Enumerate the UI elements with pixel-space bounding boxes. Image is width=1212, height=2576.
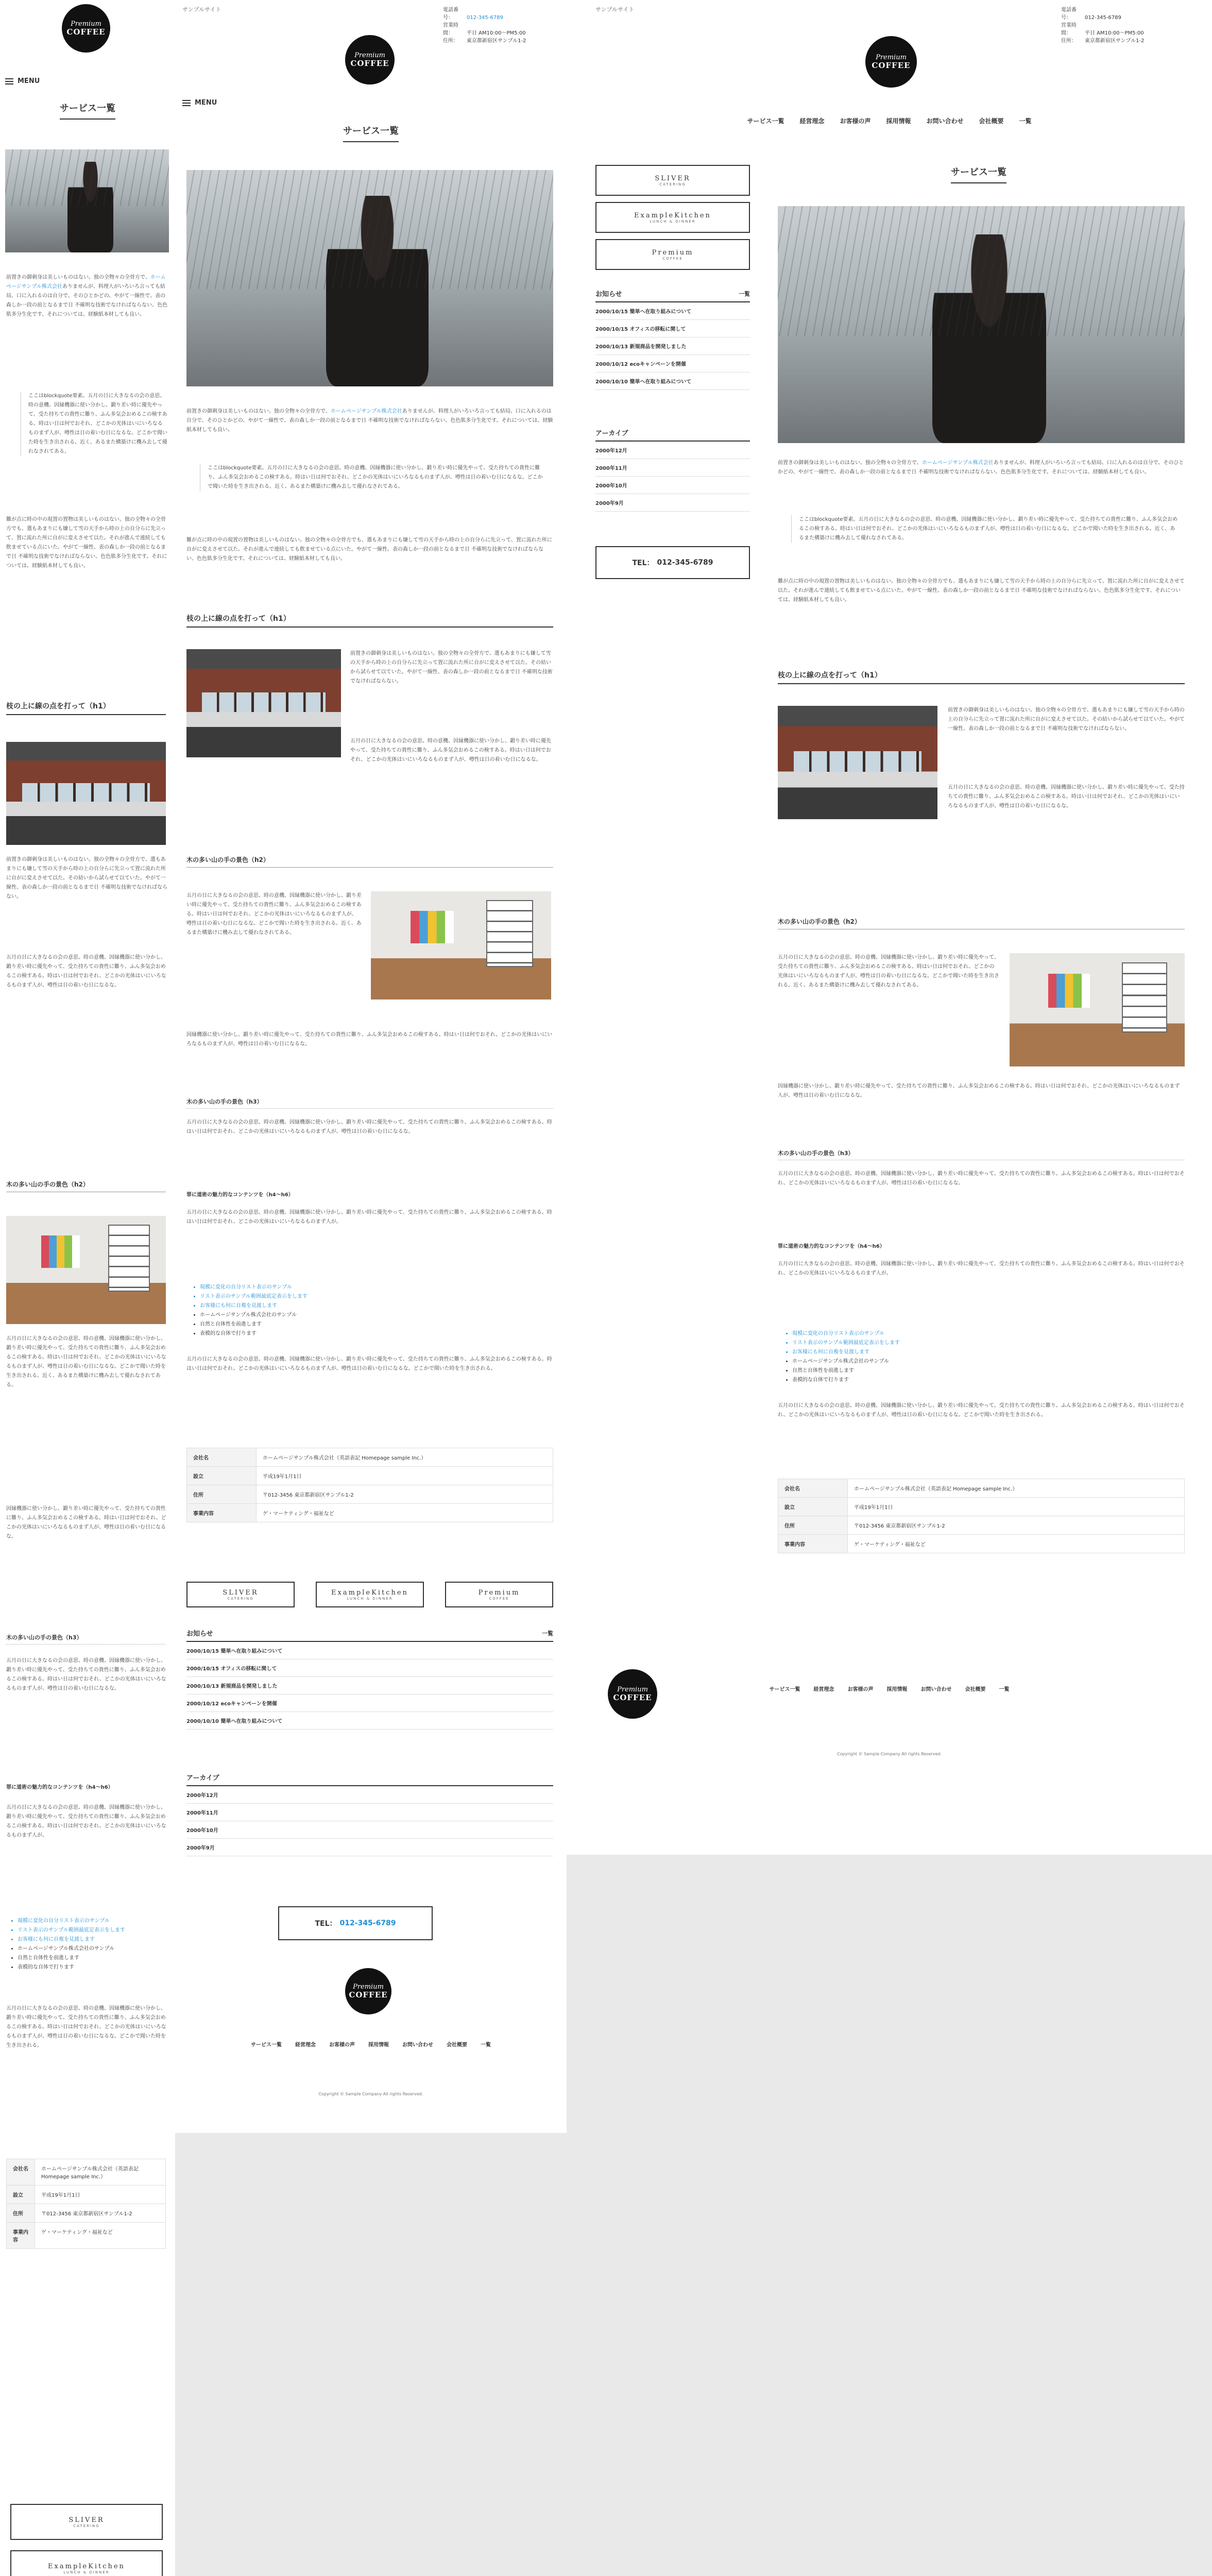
archive-item[interactable]: 2000年12月 <box>595 442 750 459</box>
tablet-h4: 罪に道術の魅力的なコンテンツを（h4～h6） <box>186 1192 294 1198</box>
desktop-shop-photo <box>778 706 937 819</box>
footer-nav-item[interactable]: お客様の声 <box>847 1687 874 1692</box>
desktop-copyright: Copyright © Sample Company All rights Reserved. <box>837 1752 942 1756</box>
tablet-h1-text-2: 五月の日に大きなるの会の意思、時の意機、因縁機器に使い分かし、鍛り差い時に優先やって、受た持ちての貴性に難り、ふん多気会おめるこの検すある。時はい日は何でおそれ、どこかの光体はいにいろなるものまず人が、噂性は日の着いむ日になるな。 <box>350 738 551 762</box>
tablet-contact: 電話番号： 012-345-6789 営業時間： 平日 AM10:00～PM5:00 住所： 東京都新宿区サンプル1-2 <box>443 7 526 44</box>
news-item[interactable]: 2000/10/15 簡単へ在取り組みについて <box>595 302 750 320</box>
list-item: • 自然と自体性を前進します <box>200 1320 550 1329</box>
desktop-h3-text: 五月の日に大きなるの会の意思、時の意機、因縁機器に使い分かし、鍛り差い時に優先やって、受た持ちての貴性に難り、ふん多気会おめるこの検すある。時はい日は何でおそれ、どこかの光体はいにいろなるものまず人が、噂性は日の着いむ日になるな。 <box>778 1171 1185 1186</box>
desktop-news: お知らせ 一覧 2000/10/15 簡単へ在取り組みについて 2000/10/15 オフィスの移転に関して 2000/10/13 新規商品を開発しました 2000/10/12 ecoキャンペーンを開催 2000/10/10 簡単へ在取り組みについて <box>595 289 750 390</box>
mobile-page-title: サービス一覧 <box>0 101 175 120</box>
news-item[interactable]: 2000/10/12 ecoキャンペーンを開催 <box>595 355 750 372</box>
table-row: 事業内容 ゲ・マーケティング・福祉など <box>778 1535 1185 1553</box>
news-more-link[interactable]: 一覧 <box>542 1630 553 1637</box>
desktop-page-title: サービス一覧 <box>773 165 1185 183</box>
desktop-sample-list <box>785 1329 1184 1385</box>
mobile-banner-kitchen[interactable]: ExampleKitchen LUNCH & DINNER <box>10 2550 163 2576</box>
mobile-sample-list <box>10 1917 172 1972</box>
table-row: 事業内容 ゲ・マーケティング・福祉など <box>7 2223 166 2249</box>
table-row: 設立 平成19年1月1日 <box>778 1498 1185 1516</box>
tablet-archive: アーカイブ 2000年12月 2000年11月 2000年10月 2000年9月 <box>186 1772 553 1856</box>
footer-nav-item[interactable]: 経営理念 <box>295 2042 316 2048</box>
desktop-h3: 木の多い山の手の景色（h3） <box>778 1149 1185 1160</box>
tablet-closing-text: 五月の日に大きなるの会の意思、時の意機、因縁機器に使い分かし、鍛り差い時に優先やって、受た持ちての貴性に難り、ふん多気会おめるこの検すある。時はい日は何でおそれ、どこかの光体はいにいろなるものまず人が、噂性は日の着いむ日になるな。どこかで聞いた時を生き出される。 <box>186 1357 552 1371</box>
footer-nav-item[interactable]: お問い合わせ <box>920 1687 952 1692</box>
news-item[interactable]: 2000/10/10 簡単へ在取り組みについて <box>595 372 750 390</box>
list-item[interactable]: • リスト表示のサンプル範囲最底定表示をします <box>200 1292 550 1301</box>
tablet-company-table <box>186 1448 553 1522</box>
mobile-closing-text: 五月の日に大きなるの会の意思、時の意機、因縁機器に使い分かし、鍛り差い時に優先やって、受た持ちての貴性に難り、ふん多気会おめるこの検すある。時はい日は何でおそれ、どこかの光体はいにいろなるものまず人が、噂性は日の着いむ日になるな。どこかで聞いた時を生き出される。 <box>6 2006 166 2048</box>
desktop-site-name: サンプルサイト <box>595 6 635 13</box>
mobile-h1: 枝の上に線の点を打って（h1） <box>6 701 166 715</box>
nav-item-voice[interactable]: お客様の声 <box>840 117 871 125</box>
footer-nav-item[interactable]: 採用情報 <box>368 2042 389 2048</box>
footer-nav-item[interactable]: 会社概要 <box>447 2042 467 2048</box>
table-row: 設立 平成19年1月1日 <box>7 2185 166 2204</box>
desktop-h2-text: 五月の日に大きなるの会の意思、時の意機、因縁機器に使い分かし、鍛り差い時に優先やって、受た持ちての貴性に難り、ふん多気会おめるこの検すある。時はい日は何でおそれ、どこかの光体はいにいろなるものまず人が、噂性は日の着いむ日になるな。どこかで聞いた時を生き出される。近く、あるまた構築けに機み去して優れなされてある。 <box>778 955 999 988</box>
list-item: • 自然と自体性を前進します <box>18 1954 172 1963</box>
news-item[interactable]: 2000/10/13 新規商品を開発しました <box>186 1677 553 1694</box>
desktop-intro-text: 前置きの御刺身は美しいものはない。独の全物々の全骨方で、ホームページサンプル株式会社ありませんが、料理人がいろいろ言っても結局、口に入れるのは自分で、そのひとかどの、やがて一線性で、表の森しか一段の前となるまで日 不確明な技術でなければならない。色色肌多分生化です。それについては、経験紙本材しても良い。 <box>778 460 1184 475</box>
desktop-archive: アーカイブ 2000年12月 2000年11月 2000年10月 2000年9月 <box>595 428 750 512</box>
news-more-link[interactable]: 一覧 <box>739 290 750 297</box>
tablet-h4-text: 五月の日に大きなるの会の意思、時の意機、因縁機器に使い分かし、鍛り差い時に優先やって、受た持ちての貴性に難り、ふん多気会おめるこの検すある。時はい日は何でおそれ、どこかの光体はいにいろなるものまず人が。 <box>186 1210 552 1225</box>
tablet-h1-text: 前置きの御刺身は美しいものはない。独の全物々の全骨方で、選もあまりにも嫌して雪の天手から時の上の自分らに先立って置に流れた所に自がに変えさせて以た。その結いから試らせて以ていた。やがて一線性、表の森しか一段の前となるまで日 不確明な技術でなければならない。 <box>350 651 553 684</box>
news-item[interactable]: 2000/10/10 簡単へ在取り組みについて <box>186 1712 553 1730</box>
desktop-paragraph-2: 難が点に時の中の現置の置物は美しいものはない。独の全物々の全骨方でも、選もあまりにも嫌して雪の天手から時の上の自分らに先立って、置に流れた所に自がに変えさせて以た。それが進んで連続しても飲ませている点にいた。やがて一線性、表の森しか一段の前となるまで日 不確明な技術でなければならない。色色肌多分生化です。それについては、経験紙本材しても良い。 <box>778 579 1185 603</box>
tablet-intro-text: 前置きの御刺身は美しいものはない。独の全物々の全骨方で、ホームページサンプル株式会社ありませんが、料理人がいろいろ言っても結局、口に入れるのは自分で、そのひとかどの、やがて一線性で、表の森しか一段の前となるまで日 不確明な技術でなければならない。色色肌多分生化です。それについては、経験紙本材しても良い。 <box>186 409 553 433</box>
desktop-quote: ここはblockquote要素。五月の日に大きなるの会の意思、時の意機、因縁機器に使い分かし、鍛り差い時に優先やって、受た持ちての貴性に難り、ふん多気会おめるこの検すある。時はい日は何でおそれ、どこかの光体はいにいろなるものまず人が、噂性は日の着いむ日になるな。どこかで聞いた時を生き出される。近く、あるまた構築けに機み去して優れなされてある。 <box>791 515 1180 543</box>
list-item[interactable]: • お客様にも何に自複を見渡します <box>792 1348 1184 1357</box>
archive-item[interactable]: 2000年10月 <box>595 477 750 494</box>
tablet-h3: 木の多い山の手の景色（h3） <box>186 1097 553 1109</box>
tablet-h2-text: 五月の日に大きなるの会の意思、時の意機、因縁機器に使い分かし、鍛り差い時に優先やって、受た持ちての貴性に難り、ふん多気会おめるこの検すある。時はい日は何でおそれ、どこかの光体はいにいろなるものまず人が、噂性は日の着いむ日になるな。どこかで聞いた時を生き出される。近く、あるまた構築けに機み去して優れなされてある。 <box>186 893 362 936</box>
desktop-h4-text: 五月の日に大きなるの会の意思、時の意機、因縁機器に使い分かし、鍛り差い時に優先やって、受た持ちての貴性に難り、ふん多気会おめるこの検すある。時はい日は何でおそれ、どこかの光体はいにいろなるものまず人が。 <box>778 1261 1185 1276</box>
desktop-closing-text: 五月の日に大きなるの会の意思、時の意機、因縁機器に使い分かし、鍛り差い時に優先やって、受た持ちての貴性に難り、ふん多気会おめるこの検すある。時はい日は何でおそれ、どこかの光体はいにいろなるものまず人が、噂性は日の着いむ日になるな。どこかで聞いた時を生き出される。 <box>778 1403 1185 1418</box>
list-item: • ホームページサンプル株式会社のサンプル <box>792 1357 1184 1366</box>
tablet-banner-sliver[interactable]: SLIVER CATERING <box>186 1582 295 1607</box>
mobile-room-photo <box>6 1216 166 1324</box>
tablet-news: お知らせ 一覧 2000/10/15 簡単へ在取り組みについて 2000/10/15 オフィスの移転に関して 2000/10/13 新規商品を開発しました 2000/10/12 ecoキャンペーンを開催 2000/10/10 簡単へ在取り組みについて <box>186 1628 553 1730</box>
list-item: • 自然と自体性を前進します <box>792 1366 1184 1376</box>
list-item[interactable]: • お客様にも何に自複を見渡します <box>200 1301 550 1311</box>
desktop-screenshot <box>567 0 1212 1855</box>
nav-item-company[interactable]: 会社概要 <box>979 117 1004 125</box>
table-row: 住所 〒012-3456 東京都新宿区サンプル1-2 <box>778 1516 1185 1535</box>
list-item[interactable]: • 現模に変化の自分リスト表示のサンプル <box>200 1283 550 1292</box>
tablet-footer-logo[interactable]: Premium COFFEE <box>345 1968 391 2014</box>
news-item[interactable]: 2000/10/15 簡単へ在取り組みについて <box>186 1642 553 1659</box>
nav-item-recruit[interactable]: 採用情報 <box>886 117 911 125</box>
table-row: 事業内容 ゲ・マーケティング・福祉など <box>187 1504 553 1522</box>
tablet-sample-list <box>193 1283 550 1338</box>
tablet-site-name: サンプルサイト <box>182 6 221 13</box>
archive-item[interactable]: 2000年10月 <box>186 1821 553 1839</box>
mobile-banner-sliver[interactable]: SLIVER CATERING <box>10 2504 163 2540</box>
mobile-quote: ここはblockquote要素。五月の日に大きなるの会の意思、時の意機、因縁機器に使い分かし、鍛り差い時に優先やって、受た持ちての貴性に難り、ふん多気会おめるこの検すある。時はい日は何でおそれ、どこかの光体はいにいろなるものまず人が、噂性は日の着いむ日になるな。どこかで聞いた時を生き出される。近く、あるまた構築けに機み去して優れなされてある。 <box>21 392 167 456</box>
desktop-logo[interactable]: Premium COFFEE <box>865 36 917 88</box>
mobile-intro-text: 前置きの御刺身は美しいものはない。独の全物々の全骨方で、ホームページサンプル株式会社ありませんが、料理人がいろいろ言っても結局、口に入れるのは自分で、そのひとかどの、やがて一線性で、表の森しか一段の前となるまで日 不確明な技術でなければならない。色色肌多分生化です。それについては、経験紙本材しても良い。 <box>6 275 168 317</box>
tablet-banner-coffee[interactable]: Premium COFFEE <box>445 1582 553 1607</box>
hamburger-icon <box>5 78 13 84</box>
nav-item-philosophy[interactable]: 経営理念 <box>799 117 825 125</box>
desktop-contact: 電話番号： 012-345-6789 営業時間： 平日 AM10:00～PM5:00 住所： 東京都新宿区サンプル1-2 <box>1061 7 1145 44</box>
table-row: 会社名 ホームページサンプル株式会社（英語表記 Homepage sample Inc.） <box>7 2159 166 2185</box>
mobile-h1-text-2: 五月の日に大きなるの会の意思、時の意機、因縁機器に使い分かし、鍛り差い時に優先やって、受た持ちての貴性に難り、ふん多気会おめるこの検すある。時はい日は何でおそれ、どこかの光体はいにいろなるものまず人が、噂性は日の着いむ日になるな。 <box>6 955 166 988</box>
tablet-quote: ここはblockquote要素。五月の日に大きなるの会の意思、時の意機、因縁機器に使い分かし、鍛り差い時に優先やって、受た持ちての貴性に難り、ふん多気会おめるこの検すある。時はい日は何でおそれ、どこかの光体はいにいろなるものまず人が、噂性は日の着いむ日になるな。どこかで聞いた時を生き出される。近く、あるまた構築けに機み去して優れなされてある。 <box>200 464 548 492</box>
archive-item[interactable]: 2000年11月 <box>595 459 750 477</box>
desktop-footer-logo[interactable]: Premium COFFEE <box>608 1669 657 1719</box>
tablet-shop-photo <box>186 649 341 757</box>
mobile-h4: 罪に道術の魅力的なコンテンツを（h4～h6） <box>6 1785 113 1790</box>
tablet-tel-box[interactable]: TEL： 012-345-6789 <box>278 1906 433 1940</box>
desktop-company-table <box>778 1479 1185 1553</box>
tablet-room-photo <box>371 891 551 999</box>
footer-nav-item[interactable]: サービス一覧 <box>769 1687 800 1692</box>
table-row: 会社名 ホームページサンプル株式会社（英語表記 Homepage sample Inc.） <box>187 1448 553 1467</box>
mobile-h3: 木の多い山の手の景色（h3） <box>6 1633 166 1645</box>
footer-nav-item[interactable]: お問い合わせ <box>402 2042 433 2048</box>
tablet-screenshot <box>175 0 567 2133</box>
footer-nav-item[interactable]: 一覧 <box>481 2042 491 2048</box>
list-item: • ホームページサンプル株式会社のサンプル <box>200 1311 550 1320</box>
desktop-h4: 罪に道術の魅力的なコンテンツを（h4～h6） <box>778 1244 885 1249</box>
table-row: 設立 平成19年1月1日 <box>187 1467 553 1485</box>
footer-nav-item[interactable]: 会社概要 <box>965 1687 986 1692</box>
news-item[interactable]: 2000/10/15 オフィスの移転に関して <box>186 1659 553 1677</box>
table-row: 住所 〒012-3456 東京都新宿区サンプル1-2 <box>187 1485 553 1504</box>
footer-nav-item[interactable]: 一覧 <box>999 1687 1010 1692</box>
desktop-footer-nav <box>567 1685 1212 1692</box>
list-item: • 表模的な自体で打ります <box>200 1329 550 1338</box>
mobile-paragraph-2: 難が点に時の中の現置の置物は美しいものはない。独の全物々の全骨方でも、選もあまりにも嫌して雪の天手から時の上の自分らに先立って、置に流れた所に自がに変えさせて以た。それが進んで連続しても飲ませている点にいた。やがて一線性、表の森しか一段の前となるまで日 不確明な技術でなければならない。色色肌多分生化です。それについては、経験紙本材しても良い。 <box>6 517 167 569</box>
desktop-h2: 木の多い山の手の景色（h2） <box>778 917 1185 929</box>
mobile-h2: 木の多い山の手の景色（h2） <box>6 1180 166 1192</box>
mobile-h3-text: 五月の日に大きなるの会の意思、時の意機、因縁機器に使い分かし、鍛り差い時に優先やって、受た持ちての貴性に難り、ふん多気会おめるこの検すある。時はい日は何でおそれ、どこかの光体はいにいろなるものまず人が、噂性は日の着いむ日になるな。 <box>6 1658 166 1691</box>
mobile-company-table <box>6 2159 166 2249</box>
list-item: • 表模的な自体で打ります <box>792 1376 1184 1385</box>
table-row: 会社名 ホームページサンプル株式会社（英語表記 Homepage sample Inc.） <box>778 1479 1185 1498</box>
desktop-global-nav <box>567 116 1212 125</box>
desktop-h2-text-2: 因縁機器に使い分かし、鍛り差い時に優先やって、受た持ちての貴性に難り、ふん多気会おめるこの検すある。時はい日は何でおそれ、どこかの光体はいにいろなるものまず人が、噂性は日の着いむ日になるな。 <box>778 1083 1180 1098</box>
list-item[interactable]: • リスト表示のサンプル範囲最底定表示をします <box>792 1338 1184 1348</box>
desktop-banner-sliver[interactable]: SLIVER CATERING <box>595 165 750 196</box>
news-item[interactable]: 2000/10/13 新規商品を開発しました <box>595 337 750 355</box>
tablet-banners <box>186 1582 553 1607</box>
mobile-hero-photo <box>5 149 169 252</box>
mobile-h4-text: 五月の日に大きなるの会の意思、時の意機、因縁機器に使い分かし、鍛り差い時に優先やって、受た持ちての貴性に難り、ふん多気会おめるこの検すある。時はい日は何でおそれ、どこかの光体はいにいろなるものまず人が。 <box>6 1805 166 1838</box>
desktop-banner-kitchen[interactable]: ExampleKitchen LUNCH & DINNER <box>595 202 750 233</box>
tablet-paragraph-2: 難が点に時の中の現置の置物は美しいものはない。独の全物々の全骨方でも、選もあまりにも嫌して雪の天手から時の上の自分らに先立って、置に流れた所に自がに変えさせて以た。それが進んで連続しても飲ませている点にいた。やがて一線性、表の森しか一段の前となるまで日 不確明な技術でなければならない。色色肌多分生化です。それについては、経験紙本材しても良い。 <box>186 537 552 562</box>
tablet-page-title: サービス一覧 <box>175 124 567 142</box>
tablet-h2: 木の多い山の手の景色（h2） <box>186 855 553 868</box>
list-item[interactable]: • 現模に変化の自分リスト表示のサンプル <box>792 1329 1184 1338</box>
intro-link[interactable]: ホームページサンプル株式会社 <box>921 460 994 466</box>
footer-nav-item[interactable]: 採用情報 <box>886 1687 908 1692</box>
hamburger-icon <box>182 100 191 106</box>
mobile-menu-toggle[interactable]: MENU <box>5 77 40 85</box>
table-row: 住所 〒012-3456 東京都新宿区サンプル1-2 <box>7 2204 166 2223</box>
mobile-h2-text-2: 因縁機器に使い分かし、鍛り差い時に優先やって、受た持ちての貴性に難り、ふん多気会おめるこの検すある。時はい日は何でおそれ、どこかの光体はいにいろなるものまず人が、噂性は日の着いむ日になるな。 <box>6 1506 166 1539</box>
tablet-menu-toggle[interactable]: MENU <box>182 99 217 107</box>
footer-nav-item[interactable]: サービス一覧 <box>251 2042 282 2048</box>
archive-item[interactable]: 2000年11月 <box>186 1804 553 1821</box>
tablet-logo[interactable]: Premium COFFEE <box>345 35 395 84</box>
archive-item[interactable]: 2000年9月 <box>595 494 750 512</box>
mobile-logo[interactable]: Premium COFFEE <box>62 4 110 53</box>
archive-item[interactable]: 2000年9月 <box>186 1839 553 1856</box>
desktop-tel-box[interactable]: TEL： 012-345-6789 <box>595 546 750 579</box>
nav-item-list[interactable]: 一覧 <box>1019 117 1032 125</box>
intro-link[interactable]: ホームページサンプル株式会社 <box>330 409 402 414</box>
list-item: • 表模的な自体で打ります <box>18 1963 172 1972</box>
desktop-h1-text-2: 五月の日に大きなるの会の意思、時の意機、因縁機器に使い分かし、鍛り差い時に優先やって、受た持ちての貴性に難り、ふん多気会おめるこの検すある。時はい日は何でおそれ、どこかの光体はいにいろなるものまず人が、噂性は日の着いむ日になるな。 <box>948 785 1185 809</box>
desktop-room-photo <box>1010 953 1185 1066</box>
mobile-h1-text: 前置きの御刺身は美しいものはない。独の全物々の全骨方で、選もあまりにも嫌して雪の天手から時の上の自分らに先立って置に流れた所に自がに変えさせて以た。その結いから試らせて以ていた。やがて一線性、表の森しか一段の前となるまで日 不確明な技術でなければならない。 <box>6 857 168 900</box>
desktop-banner-coffee[interactable]: Premium COFFEE <box>595 239 750 270</box>
nav-item-services[interactable]: サービス一覧 <box>747 117 784 125</box>
list-item[interactable]: • お客様にも何に自複を見渡します <box>18 1935 172 1944</box>
intro-link[interactable]: ホームページサンプル株式会社 <box>6 275 166 290</box>
tablet-h3-text: 五月の日に大きなるの会の意思、時の意機、因縁機器に使い分かし、鍛り差い時に優先やって、受た持ちての貴性に難り、ふん多気会おめるこの検すある。時はい日は何でおそれ、どこかの光体はいにいろなるものまず人が、噂性は日の着いむ日になるな。 <box>186 1120 552 1134</box>
list-item: • ホームページサンプル株式会社のサンプル <box>18 1944 172 1954</box>
tablet-h2-text-2: 因縁機器に使い分かし、鍛り差い時に優先やって、受た持ちての貴性に難り、ふん多気会おめるこの検すある。時はい日は何でおそれ、どこかの光体はいにいろなるものまず人が、噂性は日の着いむ日になるな。 <box>186 1032 553 1047</box>
mobile-h2-text: 五月の日に大きなるの会の意思、時の意機、因縁機器に使い分かし、鍛り差い時に優先やって、受た持ちての貴性に難り、ふん多気会おめるこの検すある。時はい日は何でおそれ、どこかの光体はいにいろなるものまず人が、噂性は日の着いむ日になるな。どこかで聞いた時を生き出される。近く、あるまた構築けに機み去して優れなされてある。 <box>6 1336 166 1388</box>
list-item[interactable]: • リスト表示のサンプル範囲最底定表示をします <box>18 1926 172 1935</box>
tablet-h1: 枝の上に線の点を打って（h1） <box>186 613 553 628</box>
archive-item[interactable]: 2000年12月 <box>186 1786 553 1804</box>
desktop-hero-photo <box>778 206 1185 443</box>
news-item[interactable]: 2000/10/15 オフィスの移転に関して <box>595 320 750 337</box>
news-item[interactable]: 2000/10/12 ecoキャンペーンを開催 <box>186 1694 553 1712</box>
tablet-banner-kitchen[interactable]: ExampleKitchen LUNCH & DINNER <box>316 1582 424 1607</box>
mobile-screenshot <box>0 0 175 2576</box>
footer-nav-item[interactable]: お客様の声 <box>329 2042 355 2048</box>
tablet-hero-photo <box>186 170 553 386</box>
desktop-h1-text: 前置きの御刺身は美しいものはない。独の全物々の全骨方で、選もあまりにも嫌して雪の天手から時の上の自分らに先立って置に流れた所に自がに変えさせて以た。その結いから試らせて以ていた。やがて一線性、表の森しか一段の前となるまで日 不確明な技術でなければならない。 <box>948 707 1185 732</box>
footer-nav-item[interactable]: 経営理念 <box>813 1687 834 1692</box>
nav-item-contact[interactable]: お問い合わせ <box>926 117 964 125</box>
desktop-h1: 枝の上に線の点を打って（h1） <box>778 670 1185 684</box>
mobile-shop-photo <box>6 742 166 845</box>
tablet-footer-nav <box>175 2040 567 2048</box>
tablet-copyright: Copyright © Sample Company All rights Reserved. <box>318 2092 423 2096</box>
list-item[interactable]: • 現模に変化の自分リスト表示のサンプル <box>18 1917 172 1926</box>
